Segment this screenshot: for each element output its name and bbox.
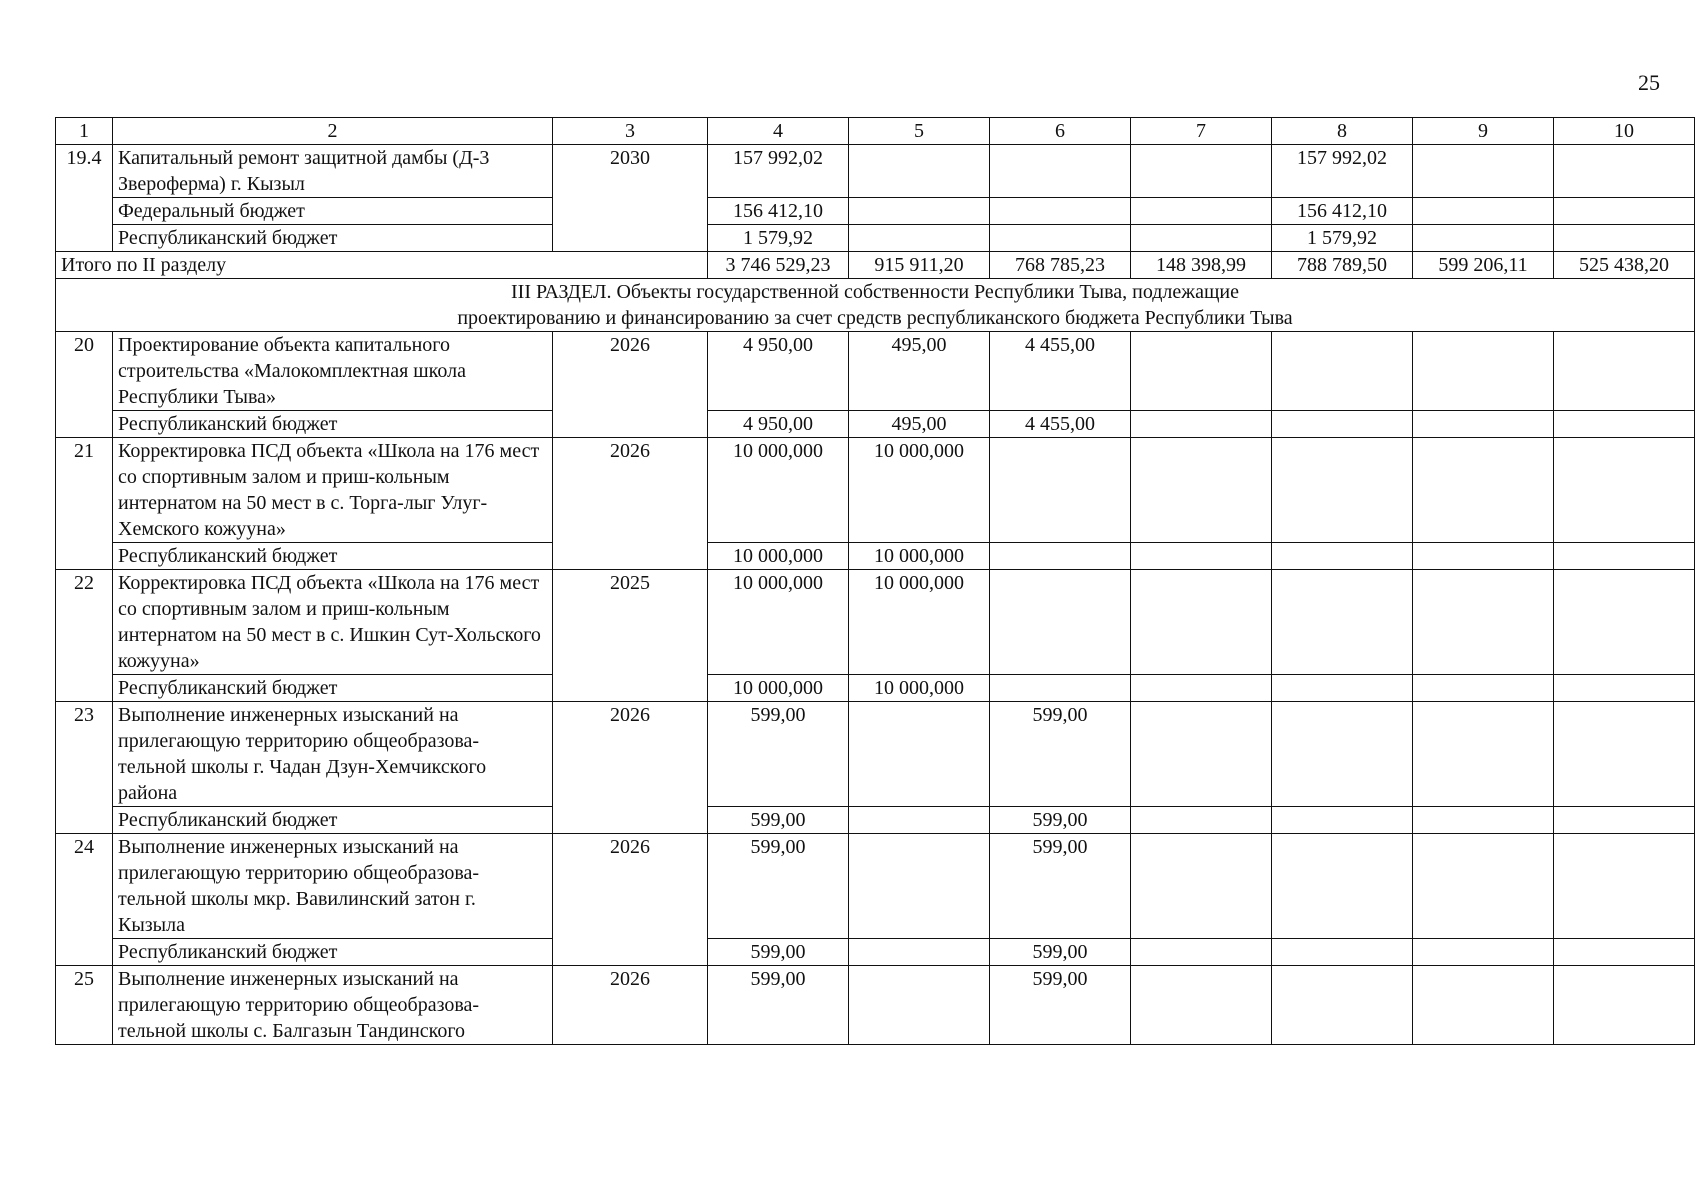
value-cell <box>1413 145 1554 198</box>
value-cell: 768 785,23 <box>990 252 1131 279</box>
table-row <box>56 438 1695 543</box>
value-cell <box>1272 966 1413 1045</box>
value-cell <box>1554 411 1695 438</box>
value-cell <box>849 225 990 252</box>
value-cell <box>1131 939 1272 966</box>
value-cell: 4 950,00 <box>708 411 849 438</box>
object-name: Проектирование объекта капитального строительства «Малокомплектная школа Республики Тыва» <box>113 332 553 411</box>
budget-source: Республиканский бюджет <box>113 807 553 834</box>
value-cell <box>1413 438 1554 543</box>
value-cell <box>1413 411 1554 438</box>
year-cell: 2026 <box>553 332 708 438</box>
value-cell <box>1554 145 1695 198</box>
header-cell: 5 <box>849 118 990 145</box>
budget-source: Республиканский бюджет <box>113 543 553 570</box>
value-cell <box>1554 702 1695 807</box>
year-cell: 2026 <box>553 438 708 570</box>
header-cell: 3 <box>553 118 708 145</box>
value-cell: 599,00 <box>708 807 849 834</box>
table-row <box>56 807 1695 834</box>
value-cell <box>1272 675 1413 702</box>
value-cell: 525 438,20 <box>1554 252 1695 279</box>
value-cell <box>1272 834 1413 939</box>
value-cell <box>1554 225 1695 252</box>
value-cell <box>1413 570 1554 675</box>
value-cell <box>1131 834 1272 939</box>
value-cell <box>990 438 1131 543</box>
value-cell <box>1131 438 1272 543</box>
value-cell <box>1131 198 1272 225</box>
value-cell: 156 412,10 <box>1272 198 1413 225</box>
value-cell <box>1272 438 1413 543</box>
value-cell: 599,00 <box>990 807 1131 834</box>
value-cell <box>1272 332 1413 411</box>
value-cell <box>849 807 990 834</box>
row-number: 19.4 <box>56 145 113 252</box>
value-cell <box>849 966 990 1045</box>
value-cell <box>1272 939 1413 966</box>
table-row <box>56 966 1695 1045</box>
header-cell: 8 <box>1272 118 1413 145</box>
value-cell <box>990 543 1131 570</box>
table-row <box>56 939 1695 966</box>
value-cell <box>1413 807 1554 834</box>
row-number: 24 <box>56 834 113 966</box>
value-cell <box>1413 332 1554 411</box>
value-cell <box>1131 966 1272 1045</box>
table-row <box>56 332 1695 411</box>
table-row <box>56 225 1695 252</box>
header-cell: 7 <box>1131 118 1272 145</box>
value-cell <box>1554 807 1695 834</box>
value-cell <box>849 145 990 198</box>
value-cell <box>849 198 990 225</box>
value-cell: 599,00 <box>708 702 849 807</box>
value-cell <box>990 570 1131 675</box>
value-cell <box>990 675 1131 702</box>
budget-source: Республиканский бюджет <box>113 675 553 702</box>
object-name: Капитальный ремонт защитной дамбы (Д-3 Звероферма) г. Кызыл <box>113 145 553 198</box>
value-cell <box>1413 966 1554 1045</box>
value-cell <box>849 834 990 939</box>
value-cell <box>1554 332 1695 411</box>
value-cell <box>1131 145 1272 198</box>
value-cell <box>1554 966 1695 1045</box>
object-name: Корректировка ПСД объекта «Школа на 176 мест со спортивным залом и приш-кольным интернатом на 50 мест в с. Торга-лыг Улуг-Хемского кожууна» <box>113 438 553 543</box>
value-cell: 599,00 <box>990 702 1131 807</box>
header-cell: 1 <box>56 118 113 145</box>
value-cell: 788 789,50 <box>1272 252 1413 279</box>
header-row <box>56 118 1695 145</box>
object-name: Выполнение инженерных изысканий на прилегающую территорию общеобразова-тельной школы мкр. Вавилинский затон г. Кызыла <box>113 834 553 939</box>
header-cell: 6 <box>990 118 1131 145</box>
section-heading-line: III РАЗДЕЛ. Объекты государственной собственности Республики Тыва, подлежащие <box>511 281 1239 303</box>
value-cell: 915 911,20 <box>849 252 990 279</box>
table-row <box>56 543 1695 570</box>
value-cell: 599,00 <box>990 966 1131 1045</box>
value-cell <box>1413 702 1554 807</box>
value-cell <box>1272 411 1413 438</box>
table-row <box>56 198 1695 225</box>
value-cell: 10 000,000 <box>849 675 990 702</box>
header-cell: 10 <box>1554 118 1695 145</box>
table-row <box>56 570 1695 675</box>
value-cell: 3 746 529,23 <box>708 252 849 279</box>
header-cell: 2 <box>113 118 553 145</box>
budget-source: Республиканский бюджет <box>113 939 553 966</box>
value-cell <box>1413 675 1554 702</box>
value-cell <box>849 702 990 807</box>
value-cell: 10 000,000 <box>849 543 990 570</box>
row-number: 23 <box>56 702 113 834</box>
value-cell: 1 579,92 <box>708 225 849 252</box>
value-cell: 599,00 <box>708 966 849 1045</box>
value-cell <box>1554 939 1695 966</box>
section-heading <box>56 279 1695 332</box>
value-cell <box>1554 675 1695 702</box>
value-cell: 495,00 <box>849 411 990 438</box>
value-cell: 148 398,99 <box>1131 252 1272 279</box>
value-cell <box>1413 939 1554 966</box>
value-cell: 10 000,000 <box>849 570 990 675</box>
value-cell: 599,00 <box>708 834 849 939</box>
value-cell <box>1131 411 1272 438</box>
row-number: 25 <box>56 966 113 1045</box>
value-cell <box>1554 198 1695 225</box>
value-cell <box>990 145 1131 198</box>
value-cell <box>1413 834 1554 939</box>
value-cell <box>990 198 1131 225</box>
value-cell <box>1131 543 1272 570</box>
value-cell <box>1413 198 1554 225</box>
value-cell <box>1131 702 1272 807</box>
value-cell <box>1272 807 1413 834</box>
row-number: 21 <box>56 438 113 570</box>
value-cell: 599,00 <box>708 939 849 966</box>
value-cell: 4 455,00 <box>990 411 1131 438</box>
section-heading-line: проектированию и финансированию за счет средств республиканского бюджета Республики Тыва <box>457 307 1293 329</box>
total-row <box>56 252 1695 279</box>
row-number: 22 <box>56 570 113 702</box>
value-cell <box>1554 438 1695 543</box>
value-cell: 157 992,02 <box>708 145 849 198</box>
value-cell <box>849 939 990 966</box>
value-cell: 156 412,10 <box>708 198 849 225</box>
value-cell <box>990 225 1131 252</box>
value-cell <box>1413 543 1554 570</box>
value-cell: 4 455,00 <box>990 332 1131 411</box>
year-cell: 2030 <box>553 145 708 252</box>
value-cell: 10 000,000 <box>708 570 849 675</box>
object-name: Выполнение инженерных изысканий на прилегающую территорию общеобразова-тельной школы с. Балгазын Тандинского <box>113 966 553 1045</box>
value-cell: 157 992,02 <box>1272 145 1413 198</box>
value-cell <box>1131 225 1272 252</box>
year-cell: 2026 <box>553 966 708 1045</box>
budget-source: Республиканский бюджет <box>113 225 553 252</box>
value-cell: 10 000,000 <box>849 438 990 543</box>
value-cell <box>1131 807 1272 834</box>
value-cell <box>1272 570 1413 675</box>
table-row <box>56 834 1695 939</box>
year-cell: 2026 <box>553 834 708 966</box>
table-row <box>56 145 1695 198</box>
object-name: Выполнение инженерных изысканий на прилегающую территорию общеобразова-тельной школы г. Чадан Дзун-Хемчикского района <box>113 702 553 807</box>
value-cell <box>1131 675 1272 702</box>
value-cell <box>1413 225 1554 252</box>
header-cell: 9 <box>1413 118 1554 145</box>
value-cell: 10 000,000 <box>708 675 849 702</box>
table-row <box>56 411 1695 438</box>
value-cell <box>1272 543 1413 570</box>
budget-source: Федеральный бюджет <box>113 198 553 225</box>
header-cell: 4 <box>708 118 849 145</box>
value-cell: 599,00 <box>990 939 1131 966</box>
table-row <box>56 675 1695 702</box>
value-cell <box>1272 702 1413 807</box>
value-cell: 599 206,11 <box>1413 252 1554 279</box>
value-cell <box>1131 570 1272 675</box>
section-row <box>56 279 1695 332</box>
table-row <box>56 702 1695 807</box>
year-cell: 2026 <box>553 702 708 834</box>
value-cell <box>1554 543 1695 570</box>
total-label: Итого по II разделу <box>56 252 708 279</box>
page-number: 25 <box>1638 70 1660 95</box>
row-number: 20 <box>56 332 113 438</box>
value-cell: 599,00 <box>990 834 1131 939</box>
value-cell: 10 000,000 <box>708 438 849 543</box>
value-cell: 495,00 <box>849 332 990 411</box>
object-name: Корректировка ПСД объекта «Школа на 176 мест со спортивным залом и приш-кольным интернатом на 50 мест в с. Ишкин Сут-Хольского кожууна» <box>113 570 553 675</box>
value-cell: 10 000,000 <box>708 543 849 570</box>
value-cell <box>1554 834 1695 939</box>
budget-source: Республиканский бюджет <box>113 411 553 438</box>
budget-table <box>55 117 1695 1045</box>
value-cell: 4 950,00 <box>708 332 849 411</box>
value-cell <box>1554 570 1695 675</box>
year-cell: 2025 <box>553 570 708 702</box>
value-cell: 1 579,92 <box>1272 225 1413 252</box>
value-cell <box>1131 332 1272 411</box>
